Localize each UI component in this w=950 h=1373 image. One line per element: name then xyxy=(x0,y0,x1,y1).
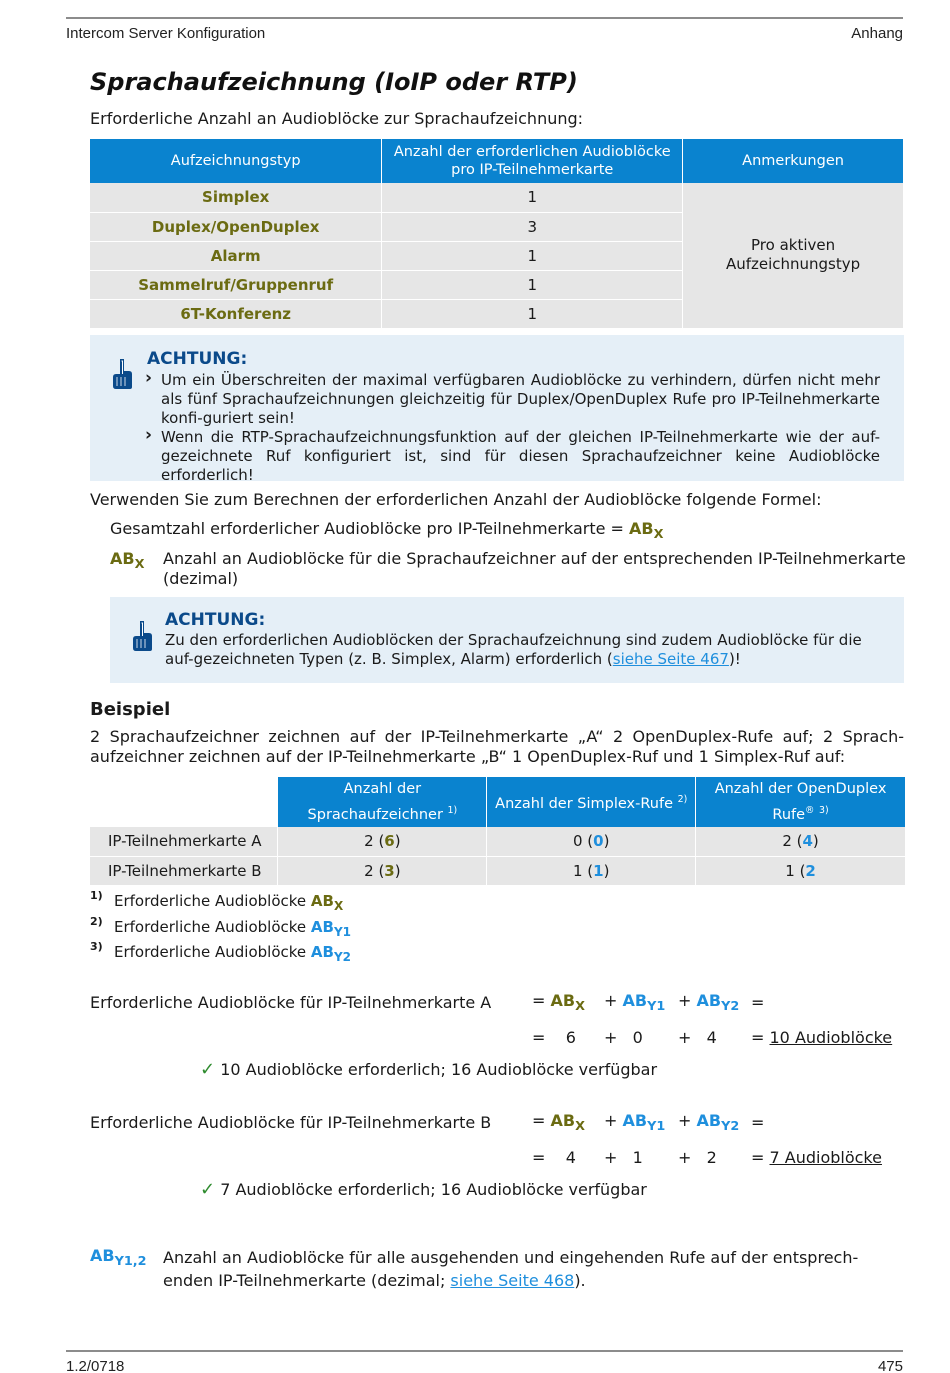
calc-a-term: + $AB_{Y2}$ xyxy=(678,991,740,1014)
calc-a-label: Erforderliche Audioblöcke für IP-Teilnehmerkarte A xyxy=(90,993,492,1012)
intro-text: Erforderliche Anzahl an Audioblöcke zur Sprachaufzeichnung: xyxy=(90,109,584,128)
calc-b-value: + 1 xyxy=(604,1148,643,1167)
note-body xyxy=(165,631,890,669)
note-text: Zu den erforderlichen Audioblöcken der Sprachaufzeichnung sind zudem Audioblöcke für die auf-gezeichneten Typen (z. B. Simplex, Alarm) erforderlich ( xyxy=(165,631,862,668)
pointing-hand-icon xyxy=(110,357,134,391)
table-cell-remark xyxy=(683,183,904,328)
note-title: ACHTUNG: xyxy=(165,610,266,630)
check-icon: ✓ xyxy=(200,1059,216,1080)
note-title: ACHTUNG: xyxy=(147,349,248,369)
table-cell: 1 (1) xyxy=(487,856,696,885)
table-header: Anmerkungen xyxy=(683,139,904,183)
calc-a-check: ✓ 10 Audioblöcke erforderlich; 16 Audioblöcke verfügbar xyxy=(200,1059,658,1080)
formula-line xyxy=(110,519,663,541)
warning-note-2 xyxy=(110,597,904,683)
formula-text: Gesamtzahl erforderlicher Audioblöcke pro IP-Teilnehmerkarte = xyxy=(110,519,624,538)
calc-a-value: + 0 xyxy=(604,1028,643,1047)
warning-note xyxy=(90,335,904,484)
note-item: › Um ein Überschreiten der maximal verfügbaren Audioblöcke zu verhindern, dürfen nicht mehr als fünf Sprachaufzeichnungen gleichzeitig für Duplex/OpenDuplex Rufe pro IP-Teilnehmerkarte konfi-guriert sein! xyxy=(145,371,880,428)
table-cell-count: 1 xyxy=(382,270,683,299)
calc-b-label: Erforderliche Audioblöcke für IP-Teilnehmerkarte B xyxy=(90,1113,492,1132)
calc-a-result: = 10 Audioblöcke xyxy=(751,1028,893,1047)
note-item: › Wenn die RTP-Sprachaufzeichnungsfunktion auf der gleichen IP-Teilnehmerkarte wie der auf-gezeichnete Ruf konfiguriert ist, sind für diesen Sprachaufzeichner keine Audioblöcke erforderlich! xyxy=(145,428,880,485)
page-link-467[interactable]: siehe Seite 467 xyxy=(612,650,729,668)
header-left: Intercom Server Konfiguration xyxy=(66,25,266,42)
calc-b-result: = 7 Audioblöcke xyxy=(751,1148,882,1167)
table-row xyxy=(90,856,906,885)
example-heading: Beispiel xyxy=(90,699,171,720)
aby12-term: $AB_{Y1,2}$ xyxy=(90,1246,147,1269)
table-cell-count: 3 xyxy=(382,212,683,241)
aby12-description: Anzahl an Audioblöcke für alle ausgehenden und eingehenden Rufe auf der entsprech-enden IP-Teilnehmerkarte (dezimal; siehe Seite 468). xyxy=(163,1248,859,1290)
example-text: 2 Sprachaufzeichner zeichnen auf der IP-Teilnehmerkarte „A“ 2 OpenDuplex-Rufe auf; 2 Sprach-aufzeichner zeichnen auf der IP-Teilnehmerkarte „B“ 1 OpenDuplex-Ruf und 1 Simplex-Ruf auf: xyxy=(90,727,904,766)
table-cell-type: 6T-Konferenz xyxy=(90,299,382,328)
remark-line: Aufzeichnungstyp xyxy=(725,255,861,274)
formula-intro: Verwenden Sie zum Berechnen der erforderlichen Anzahl der Audioblöcke folgende Formel: xyxy=(90,490,822,509)
page-footer xyxy=(66,1350,903,1373)
calc-a-eq: = xyxy=(751,993,765,1012)
calc-a-values: = 6 xyxy=(532,1028,576,1047)
page-header xyxy=(66,17,903,42)
check-icon: ✓ xyxy=(200,1179,216,1200)
calc-a-term: + $AB_{Y1}$ xyxy=(604,991,666,1014)
table-cell-count: 1 xyxy=(382,241,683,270)
abx-description: Anzahl an Audioblöcke für die Sprachaufzeichner auf der entsprechenden IP-Teilnehmerkarte (dezimal) xyxy=(163,549,906,588)
table-cell-type: Sammelruf/Gruppenruf xyxy=(90,270,382,299)
table-header: Anzahl der Sprachaufzeichner $^{1)}$ xyxy=(278,777,487,827)
note-text: )! xyxy=(728,650,741,668)
calc-a-value: + 4 xyxy=(678,1028,717,1047)
row-label: IP-Teilnehmerkarte B xyxy=(90,856,278,885)
table-header-empty xyxy=(90,777,278,827)
calc-a-formula: = $AB_X$ xyxy=(532,991,585,1014)
table-header: Anzahl der Simplex-Rufe $^{2)}$ xyxy=(487,777,696,827)
remark-line: Pro aktiven xyxy=(751,236,836,255)
row-label: IP-Teilnehmerkarte A xyxy=(90,827,278,856)
calc-b-term: + $AB_{Y2}$ xyxy=(678,1111,740,1134)
abx-term xyxy=(110,549,144,571)
table-cell-type: Simplex xyxy=(90,183,382,212)
table-header: Anzahl der erforderlichen Audioblöcke pro IP-Teilnehmerkarte xyxy=(382,139,683,183)
page-number: 475 xyxy=(877,1358,903,1373)
calc-b-term: + $AB_{Y1}$ xyxy=(604,1111,666,1134)
page-title: Sprachaufzeichnung (IoIP oder RTP) xyxy=(90,68,578,96)
calc-b-value: + 2 xyxy=(678,1148,717,1167)
table-cell: 2 (4) xyxy=(696,827,906,856)
table-cell-count: 1 xyxy=(382,183,683,212)
page-link-468[interactable]: siehe Seite 468 xyxy=(450,1271,575,1290)
footer-left: 1.2/0718 xyxy=(66,1358,125,1373)
table-row xyxy=(90,183,904,212)
table-cell-type: Alarm xyxy=(90,241,382,270)
abx-symbol: $AB_X$ xyxy=(110,549,145,572)
abx-symbol: $AB_X$ xyxy=(629,519,664,542)
table-cell: 2 (6) xyxy=(278,827,487,856)
calc-b-values: = 4 xyxy=(532,1148,576,1167)
calc-b-check: ✓ 7 Audioblöcke erforderlich; 16 Audioblöcke verfügbar xyxy=(200,1179,647,1200)
table-cell: 1 (2 xyxy=(696,856,906,885)
table-cell-type: Duplex/OpenDuplex xyxy=(90,212,382,241)
table-header: Aufzeichnungstyp xyxy=(90,139,382,183)
example-table xyxy=(90,777,906,886)
table-cell: 0 (0) xyxy=(487,827,696,856)
table-cell-count: 1 xyxy=(382,299,683,328)
table-cell: 2 (3) xyxy=(278,856,487,885)
note-list xyxy=(145,371,880,485)
table-row xyxy=(90,827,906,856)
calc-b-eq: = xyxy=(751,1113,765,1132)
header-right: Anhang xyxy=(851,25,903,42)
calc-b-formula: = $AB_X$ xyxy=(532,1111,585,1134)
audioblock-table xyxy=(90,139,904,329)
table-header: Anzahl der OpenDuplex Rufe® $^{3)}$ xyxy=(696,777,906,827)
pointing-hand-icon xyxy=(130,619,154,653)
